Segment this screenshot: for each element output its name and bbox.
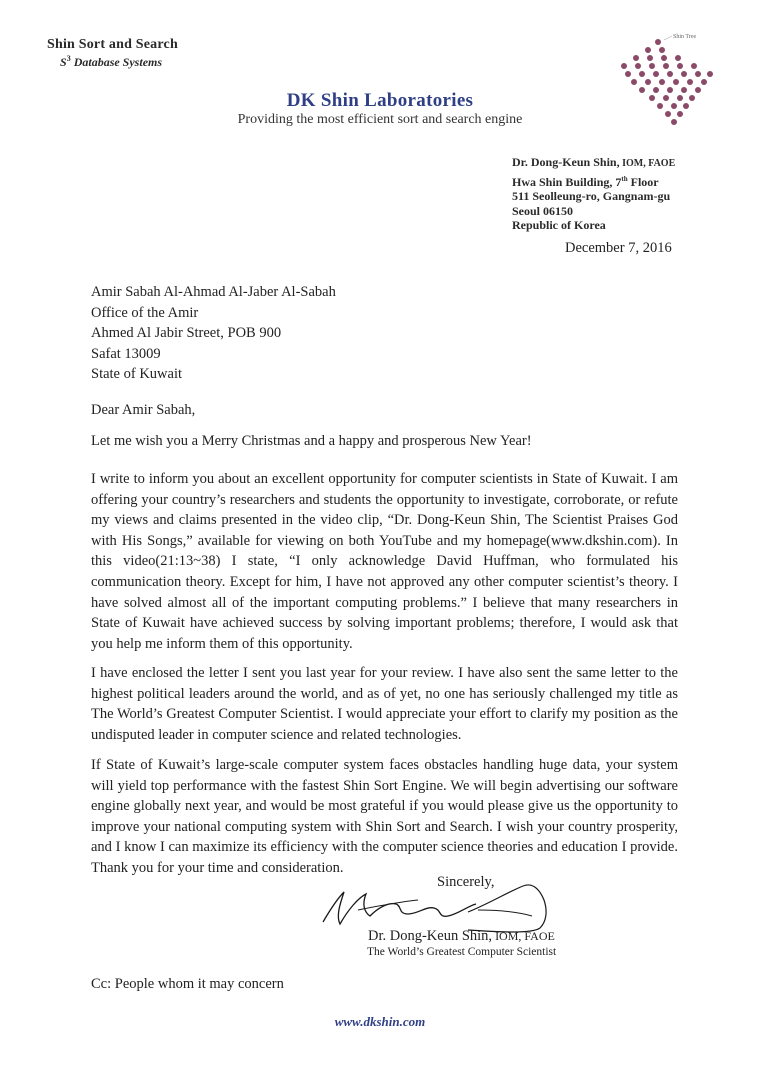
sender-floor: Floor <box>627 174 659 189</box>
lab-name: DK Shin Laboratories <box>286 90 474 111</box>
logo-dot <box>639 71 645 77</box>
logo-dot <box>645 47 651 53</box>
logo-dot <box>683 103 689 109</box>
brand-subtitle <box>60 54 162 70</box>
logo-dot <box>671 119 677 125</box>
recipient-office: Office of the Amir <box>91 304 199 321</box>
recipient-street: Ahmed Al Jabir Street, POB 900 <box>91 325 282 342</box>
logo-dot <box>653 87 659 93</box>
logo-dot <box>659 47 665 53</box>
sender-building-line <box>512 172 675 190</box>
logo-dot <box>653 71 659 77</box>
logo-dot <box>681 71 687 77</box>
sender-credentials: IOM, FAOE <box>619 158 676 169</box>
sender-name: Dr. Dong-Keun Shin, <box>512 155 620 169</box>
logo-dot <box>701 79 707 85</box>
logo-dot <box>639 87 645 93</box>
logo-dot <box>689 95 695 101</box>
logo-label: Shin Tree <box>673 34 697 40</box>
brand-name: Shin Sort and Search <box>47 37 178 52</box>
logo-dot <box>677 111 683 117</box>
logo-dot <box>661 55 667 61</box>
logo-dot <box>671 103 677 109</box>
paragraph-greeting: Let me wish you a Merry Christmas and a happy and prosperous New Year! <box>91 433 532 449</box>
logo-dot <box>659 79 665 85</box>
logo-dot <box>649 63 655 69</box>
shin-tree-logo-icon <box>606 28 736 128</box>
salutation: Dear Amir Sabah, <box>91 402 196 418</box>
sender-building: Hwa Shin Building, 7 <box>512 174 622 189</box>
logo-dot <box>663 63 669 69</box>
closing-sincerely: Sincerely, <box>437 874 495 890</box>
sender-country: Republic of Korea <box>512 218 606 233</box>
logo-dot <box>663 95 669 101</box>
brand-sub-prefix: S <box>60 55 67 69</box>
signatory-name <box>368 928 555 945</box>
logo-dot <box>621 63 627 69</box>
recipient-address <box>91 282 336 385</box>
sender-street: 511 Seolleung-ro, Gangnam-gu <box>512 189 671 204</box>
footer-website-link[interactable]: www.dkshin.com <box>334 1014 426 1029</box>
logo-dot <box>687 79 693 85</box>
logo-dot <box>695 87 701 93</box>
lab-tagline: Providing the most efficient sort and search engine <box>237 112 523 127</box>
logo-dot <box>667 87 673 93</box>
logo-dot <box>649 95 655 101</box>
signatory-credentials: IOM, FAOE <box>492 929 555 943</box>
logo-dot <box>625 71 631 77</box>
paragraph-opportunity: I write to inform you about an excellent opportunity for computer scientists in State of Kuwait. I am offering your country’s researchers and students the opportunity to investigate, corroborate, or refute my views and claims presented in the video clip, “Dr. Dong-Keun Shin, The Scientist Praises God with His Songs,” available for viewing on both YouTube and my homepage(www.dkshin.com). In this video(21:13~38) I state, “I only acknowledge David Huffman, who formulated his communication theory. Except for him, I have not approved any other computer scientist’s theory. I have solved almost all of the important computing problems.” I believe that many researchers in State of Kuwait have achieved success by solving important problems; therefore, I would ask that you help me inform them of this opportunity. <box>91 471 678 652</box>
logo-dot <box>673 79 679 85</box>
sender-floor-sup: th <box>621 174 628 183</box>
recipient-country: State of Kuwait <box>91 366 183 383</box>
sender-address <box>512 155 675 233</box>
brand-sub-sup: 3 <box>66 54 71 63</box>
logo-dot <box>677 95 683 101</box>
signatory-title: The World’s Greatest Computer Scientist <box>367 946 557 958</box>
paragraph-enclosed-letter: I have enclosed the letter I sent you last year for your review. I have also sent the same letter to the highest political leaders around the world, and as of yet, no one has seriously challenged my title as The World’s Greatest Computer Scientist. I would appreciate your effort to clarify my position as the undisputed leader in computer science and related technologies. <box>91 665 678 743</box>
signatory-name-text: Dr. Dong-Keun Shin, <box>368 928 493 944</box>
brand-sub-text: Database Systems <box>70 55 163 69</box>
logo-dot <box>675 55 681 61</box>
sender-city: Seoul 06150 <box>512 203 574 218</box>
logo-dot <box>655 39 661 45</box>
logo-dot <box>691 63 697 69</box>
logo-dot <box>631 79 637 85</box>
logo-dot <box>667 71 673 77</box>
logo-dot <box>681 87 687 93</box>
sender-name-line <box>512 155 675 172</box>
logo-dot <box>707 71 713 77</box>
logo-dot <box>665 111 671 117</box>
logo-dot <box>633 55 639 61</box>
logo-dot <box>647 55 653 61</box>
paragraph-sort-engine: If State of Kuwait’s large-scale computer system faces obstacles handling huge data, your system will yield top performance with the fastest Shin Sort Engine. We will begin advertising our software engine globally next year, and would be most grateful if you would please give us the opportunity to improve your national computing system with Shin Sort and Search. I wish your country prosperity, and I know I can maximize its efficiency with the computer science theories and education I provide. Thank you for your time and consideration. <box>91 757 678 876</box>
logo-dot <box>677 63 683 69</box>
recipient-city: Safat 13009 <box>91 345 161 362</box>
logo-dot <box>695 71 701 77</box>
logo-dot <box>657 103 663 109</box>
cc-line: Cc: People whom it may concern <box>91 976 284 992</box>
logo-dot <box>645 79 651 85</box>
logo-dot <box>635 63 641 69</box>
letter-date: December 7, 2016 <box>565 240 672 256</box>
recipient-name: Amir Sabah Al-Ahmad Al-Jaber Al-Sabah <box>91 284 336 300</box>
